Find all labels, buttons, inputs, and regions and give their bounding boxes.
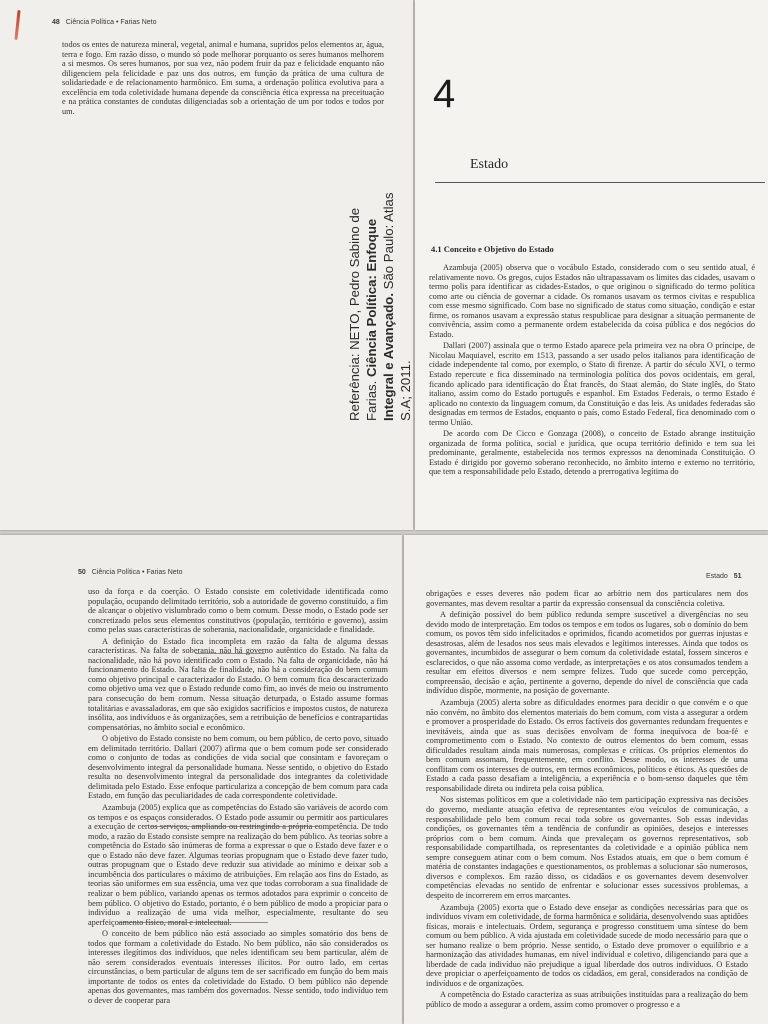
paragraph: obrigações e esses deveres não podem ficar ao arbítrio nem dos particulares nem dos governantes, mas devem resultar a partir da expressão consensual da consciência coletiva. — [426, 589, 748, 608]
section-title: 4.1 Conceito e Objetivo do Estado — [431, 244, 554, 254]
pencil-underline — [195, 653, 265, 654]
paragraph: Azambuja (2005) exorta que o Estado deve ensejar as condições necessárias para que os indivíduos vivam em coletividade, de forma harmônica e solidária, desenvolvendo suas aptidões físicas, morais e intelectuais. Ordem, segurança e progresso constituem uma síntese do bem comum ou bem público. A vida ajustada em coletividade sucede de modo necessário para que o ser humano realize o bem próprio. Nesse sentido, o Estado deve promover o equilíbrio e a harmonização das atividades humanas, em nível individual e coletivo, diligenciando para que a liberdade de cada indivíduo não prejudique a igual liberdade dos outros indivíduos. O Estado deve propiciar o aperfeiçoamento de todos os cidadãos, em geral, considerados na condição de indivíduos e de organizações. — [426, 902, 748, 988]
reference-text — [346, 169, 413, 421]
paragraph: A competência do Estado caracteriza as suas atribuições instituídas para a realização do bem público de modo a assegurar a ordem, assim como promover o progresso e a — [426, 990, 748, 1009]
running-head-50 — [78, 569, 183, 576]
running-head-text-51: Estado — [706, 573, 728, 580]
pencil-underline — [118, 922, 268, 923]
paragraph: A definição possível do bem público redunda sempre suscetível a divergências no seu devido modo de interpretação. Em todos os tempos e em todos os lugares, sob o domínio do bem comum, os povos têm sido infelicitados e oprimidos, ficando acometidos por guerras injustas e desastrosas, além de lesados nos seus mais elevados e legítimos interesses. Ainda que todos os governantes, incumbidos de assegurar o bem comum da coletividade estatal, fossem sinceros e esclarecidos, o que não assoma como verdade, as interpretações e os atos consumados tendem a resultar em efeitos diversos e nem sempre felizes. Tudo que sucede como percepção, compreensão, decisão e ação, pertinente a governo, depende do nível de consciência que cada indivíduo dispõe, mormente, na posição de governante. — [426, 610, 748, 696]
running-head-51 — [706, 573, 746, 580]
page-number-51: 51 — [733, 573, 742, 580]
red-ink-mark — [14, 10, 20, 40]
reference-note — [348, 170, 412, 420]
pencil-underline — [150, 826, 320, 827]
paragraph: Dallari (2007) assinala que o termo Estado aparece pela primeira vez na obra O príncipe, de Nicolau Maquiavel, escrito em 1513, passando a ser usado pelos italianos para identificação de cidade independente tal como, por exemplo, o Stato di firenze. A partir do século XVI, o termo Estado repercute e fica disseminado na terminologia política dos povos ocidentais, em geral, ficando aplicado para identificação do État francês, do Staat alemão, do State inglês, do Stato italiano, assim como do Estado português e espanhol. Em Estados Federais, o termo Estado é aplicado no contexto da linguagem comum, da Constituição e das leis. As unidades federadas são designadas em termos de Estados, enquanto o país, como Estado Federal, fica denominado com o termo União. — [429, 341, 755, 427]
chapter-rule — [435, 182, 765, 183]
paragraph: A definição do Estado fica incompleta em razão da falta de alguma dessas características. Na falta de soberania, não há governo autêntico do Estado. Na falta da nacionalidade, não há povo identificado com o Estado. Na falta de organicidade, não há funcionamento do Estado. Na falta de finalidade, não há a consideração do bem comum como objetivo principal e caracterizador do Estado. O bem comum fica descaracterizado como objetivo uma vez que o Estado redunde como fim, ao invés de meio ou instrumento para consecução do bem comum. Nessa situação deturpada, o Estado assume formas totalitárias e avassaladoras, em que são exigidos sacrifícios e impostos custos, de natureza insólita, aos indivíduos e às organizações, sem a retribuição de benefícios e contrapartidas compensatórias, no âmbito social e econômico. — [88, 636, 388, 732]
reference-prefix: Referência: NETO, Pedro Sabino de Farias. — [347, 207, 379, 421]
reference-suffix: São Paulo: Atlas S.A; 2011. — [381, 192, 413, 421]
paragraph: uso da força e da coerção. O Estado consiste em coletividade identificada como população, ocupando delimitado território, sob a autoridade de governo constituído, a fim de alcançar o objetivo vislumbrado como o bem comum. Desse modo, o Estado pode ser concretizado pelos seus elementos constitutivos (população, território e governo), assim como pelas suas características de soberania, nacionalidade, organicidade e finalidade. — [88, 587, 388, 635]
running-head-48 — [52, 19, 157, 26]
pencil-underline — [524, 920, 674, 921]
page-49-body — [429, 263, 755, 479]
running-head-text-50: Ciência Política • Farias Neto — [91, 569, 183, 576]
chapter-number: 4 — [433, 72, 456, 116]
book-page-49 — [415, 0, 768, 530]
paragraph: Azambuja (2005) alerta sobre as dificuldades enormes para decidir o que convém e o que não convém, no âmbito dos elementos materiais do bem comum, com vista a assegurar a ordem e promover a prosperidade do Estado. Os erros factíveis dos governantes redundam frequentes e inevitáveis, ainda que as suas decisões envolvam de forma inequívoca de boa-fé e comprometimento com o Estado. No contexto de outros elementos do bem comum, essas dificuldades resultam ainda mais numerosas, complexas e críticas. Os próprios elementos do bem comum assomam, frequentemente, em conflito. Desse modo, os interesses de uma conflitam com os interesses de outros, em termos econômicos, políticos e éticos. As questões de Estado a cada passo desafiam a inteligência, a experiência e o bom-senso daqueles que têm responsabilidade direta ou indireta pela coisa pública. — [426, 698, 748, 793]
page-48-body — [62, 40, 384, 118]
chapter-title: Estado — [470, 157, 509, 172]
page-51-body — [426, 589, 748, 1012]
page-50-body — [88, 587, 388, 1008]
book-page-50 — [0, 535, 402, 1024]
paragraph: De acordo com De Cicco e Gonzaga (2008), o conceito de Estado abrange instituição organizada de forma política, social e jurídica, que ocupa território definido e tem sua lei predominante, geralmente, estabelecida nos termos expressos na denominada Constituição. O Estado é dirigido por governo soberano reconhecido, no âmbito interno e externo no território, que tem a responsabilidade pelo Estado, detendo a prerrogativa legítima do — [429, 429, 755, 477]
paragraph: O objetivo do Estado consiste no bem comum, ou bem público, de certo povo, situado em delimitado território. Dallari (2007) afirma que o bem comum pode ser considerado como o conjunto de todas as condições de vida social que consintam e favoreçam o desenvolvimento integral da personalidade humana. Nesse sentido, o objetivo do Estado resulta no desenvolvimento integral da personalidade dos integrantes da coletividade delimitada pelo Estado. Esse enfoque particulariza a concepção de bem comum para cada Estado, em função das peculiaridades de cada correspondente coletividade. — [88, 734, 388, 801]
paragraph: Azambuja (2005) explica que as competências do Estado são variáveis de acordo com os tempos e os espaços considerados. O Estado pode assumir ou permitir aos particulares a execução de certos serviços, ampliando ou restringindo a própria competência. De todo modo, a razão do Estado consiste sempre na realização do bem público. As teorias sobre a competência do Estado são inúmeras de forma a expressar o que o Estado deve fazer e o que o Estado não deve fazer. Algumas teorias propugnam que o Estado deve fazer tudo, outras propugnam que o Estado deve reduzir sua atividade ao mínimo e deixar sob a incumbência dos particulares o máximo de atribuições. Em relação aos fins do Estado, as teorias são uniformes em sua essência, uma vez que todas corroboram a sua finalidade de realizar o bem público, variando apenas os termos adotados para exprimir o conceito de bem público. O objetivo do Estado, portanto, é o bem público de modo a propiciar para o indivíduo a realização de uma vida melhor, especialmente, resultante do seu aperfeiçoamento físico, moral e intelectual. — [88, 803, 388, 927]
book-page-48 — [0, 0, 413, 530]
paragraph: Azambuja (2005) observa que o vocábulo Estado, considerado com o seu sentido atual, é relativamente novo. Os gregos, cujos Estados não ultrapassavam os limites das cidades, usavam o termo polis para identificar as cidades-Estados, o que originou o significado do termo política como arte ou ciência de governar a cidade. Os romanos usavam os termos civitas e respublica com esse mesmo significado. Com base no significado de status como situação, condição e estar firme, os romanos usavam a expressão status respublicae para designar a situação permanente de convivência, assim como a permanente ordem estabelecida da coisa pública e dos negócios do Estado. — [429, 263, 755, 339]
page-number-50: 50 — [78, 569, 86, 576]
paragraph: todos os entes de natureza mineral, vegetal, animal e humana, supridos pelos elementos ar, água, terra e fogo. Em razão disso, o mundo só pode melhorar porquanto os seres humanos melhorem a si mesmos. Os seres humanos, por sua vez, não podem fruir da paz e felicidade enquanto não diligenciem pela felicidade e paz uns dos outros, em função da prática de uma cultura de solidariedade e de relacionamento harmônico. Em suma, a ordenação política evolutiva para a excelência em toda coletividade humana depende da consciência ética expressa na preceituação e na prática constantes de condutas diligenciadas sob a orientação de um por todos e todos por um. — [62, 40, 384, 116]
book-page-51 — [404, 535, 768, 1024]
paragraph: O conceito de bem público não está associado ao simples somatório dos bens de todos que formam a coletividade do Estado. No bem público, não são considerados os interesses ilegítimos dos indivíduos, que neles identificam seu bem particular, além de não serem considerados eventuais interesses ilícitos. Por outro lado, em certas circunstâncias, o bem particular de alguns tem de ser sacrificado em função do bem mais importante de todos os entes da coletividade do Estado. O bem público não depende apenas dos governantes, mas também dos governados. Nesse sentido, todo indivíduo tem o dever de cooperar para — [88, 929, 388, 1005]
page-number-48: 48 — [52, 19, 60, 26]
paragraph: Nos sistemas políticos em que a coletividade não tem participação expressiva nas decisões do governo, mediante atuação efetiva de representantes e/ou veículos de comunicação, a responsabilidade pelo bem comum recai toda sobre os governantes. Sob essas indevidas condições, os governantes têm a tendência de confundir as opiniões, desejos e interesses próprios com o bem comum. Ainda que prevaleçam os governos representativos, sob responsabilidade compartilhada, os representantes da coletividade e a opinião pública nem sempre conseguem atinar com o bem comum. Nos Estados atuais, em que o bem comum é matéria de constantes indagações e questionamentos, os problemas a solucionar são numerosos, diversos e complexos. Em razão disso, os cidadãos e os governantes devem desenvolver competências elevadas no sentido de enfrentar e solucionar esses sucessivos problemas, a despeito de incorrerem em erros marcantes. — [426, 795, 748, 900]
running-head-text-48: Ciência Política • Farias Neto — [65, 19, 157, 26]
reference-title: Ciência Política: Enfoque Integral e Avançado. — [364, 218, 396, 421]
